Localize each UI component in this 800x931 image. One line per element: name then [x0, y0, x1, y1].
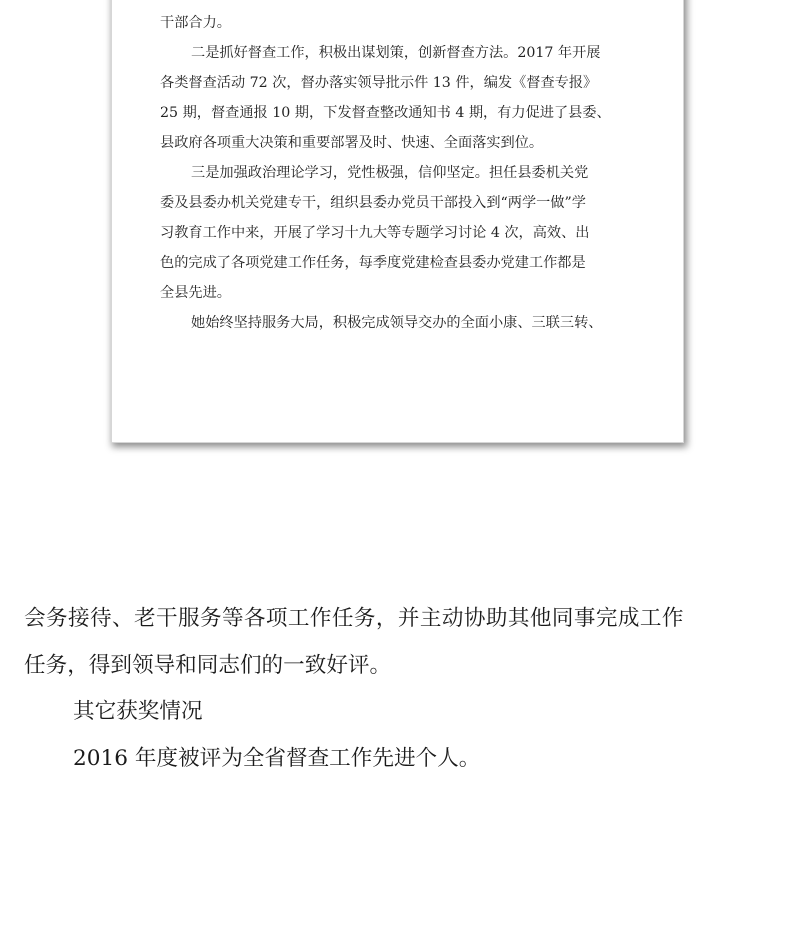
- embedded-page-line: 各类督查活动 72 次，督办落实领导批示件 13 件，编发《督查专报》: [160, 75, 598, 91]
- embedded-page-line: 全县先进。: [160, 285, 231, 301]
- embedded-page-line: 色的完成了各项党建工作任务，每季度党建检查县委办党建工作都是: [160, 255, 586, 271]
- embedded-page-line: 三是加强政治理论学习，党性极强，信仰坚定。担任县委机关党: [191, 165, 589, 181]
- embedded-page-line: [160, 0, 640, 8]
- embedded-page-line: 干部合力。: [160, 15, 231, 31]
- embedded-page-line: 二是抓好督查工作，积极出谋划策，创新督查方法。2017 年开展: [191, 45, 601, 61]
- body-text-line: 任务，得到领导和同志们的一致好评。: [24, 653, 392, 678]
- body-text-line: 2016 年度被评为全省督查工作先进个人。: [73, 746, 481, 771]
- embedded-page-line: 习教育工作中来，开展了学习十九大等专题学习讨论 4 次，高效、出: [160, 225, 590, 241]
- embedded-page-line: 她始终坚持服务大局，积极完成领导交办的全面小康、三联三转、: [191, 315, 603, 331]
- embedded-document-page: [112, 0, 683, 442]
- section-heading: 其它获奖情况: [73, 699, 203, 724]
- body-text-line: 会务接待、老干服务等各项工作任务，并主动协助其他同事完成工作: [24, 606, 684, 631]
- embedded-page-line: 25 期，督查通报 10 期，下发督查整改通知书 4 期，有力促进了县委、: [160, 105, 611, 121]
- embedded-page-line: 县政府各项重大决策和重要部署及时、快速、全面落实到位。: [160, 135, 544, 151]
- embedded-page-line: 委及县委办机关党建专干，组织县委办党员干部投入到“两学一做”学: [160, 195, 586, 211]
